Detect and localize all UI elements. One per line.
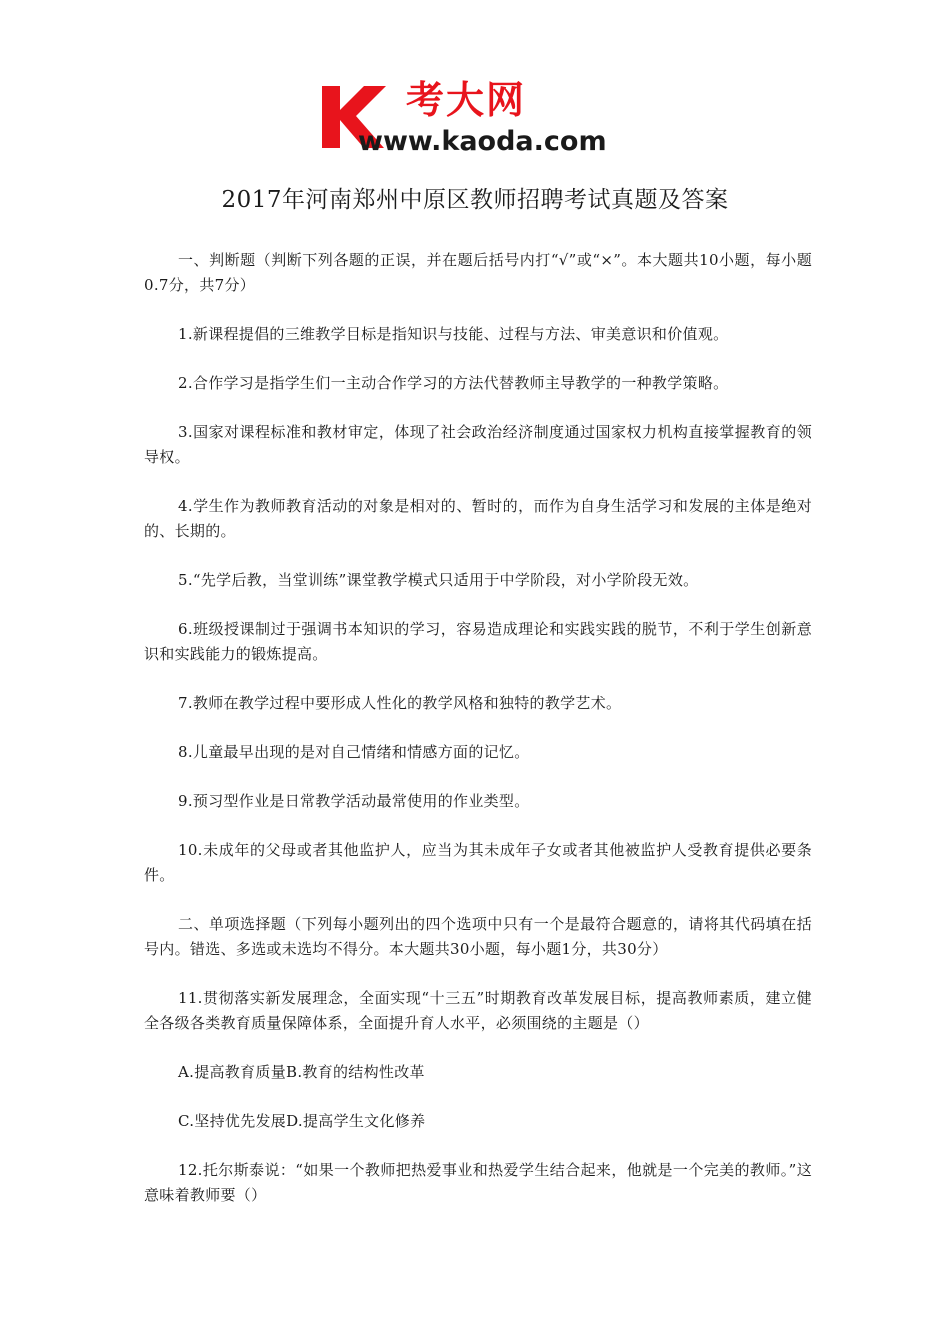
document-body <box>144 248 812 1232</box>
question-6: 6.班级授课制过于强调书本知识的学习，容易造成理论和实践实践的脱节，不利于学生创新意识和实践能力的锻炼提高。 <box>144 620 812 663</box>
question-5: 5.“先学后教，当堂训练”课堂教学模式只适用于中学阶段，对小学阶段无效。 <box>178 571 699 589</box>
question-3: 3.国家对课程标准和教材审定，体现了社会政治经济制度通过国家权力机构直接掌握教育的领导权。 <box>144 423 812 466</box>
logo-url: www.kaoda.com <box>358 126 607 157</box>
document-title: 2017年河南郑州中原区教师招聘考试真题及答案 <box>221 187 729 213</box>
question-2: 2.合作学习是指学生们一主动合作学习的方法代替教师主导教学的一种教学策略。 <box>178 374 729 392</box>
question-11-options-cd: C.坚持优先发展D.提高学生文化修养 <box>178 1112 426 1130</box>
question-11: 11.贯彻落实新发展理念，全面实现“十三五”时期教育改革发展目标，提高教师素质，建立健全各级各类教育质量保障体系，全面提升育人水平，必须围绕的主题是（） <box>144 989 812 1032</box>
question-8: 8.儿童最早出现的是对自己情绪和情感方面的记忆。 <box>178 743 530 761</box>
question-11-options-ab: A.提高教育质量B.教育的结构性改革 <box>178 1063 425 1081</box>
question-9: 9.预习型作业是日常教学活动最常使用的作业类型。 <box>178 792 530 810</box>
question-7: 7.教师在教学过程中要形成人性化的教学风格和独特的教学艺术。 <box>178 694 622 712</box>
question-1: 1.新课程提倡的三维教学目标是指知识与技能、过程与方法、审美意识和价值观。 <box>178 325 729 343</box>
question-4: 4.学生作为教师教育活动的对象是相对的、暂时的，而作为自身生活学习和发展的主体是绝对的、长期的。 <box>144 497 812 540</box>
section-heading-judgment: 一、判断题（判断下列各题的正误，并在题后括号内打“√”或“×”。本大题共10小题，每小题0.7分，共7分） <box>144 251 812 294</box>
question-12: 12.托尔斯泰说：“如果一个教师把热爱事业和热爱学生结合起来，他就是一个完美的教师。”这意味着教师要（） <box>144 1161 812 1204</box>
section-heading-single-choice: 二、单项选择题（下列每小题列出的四个选项中只有一个是最符合题意的，请将其代码填在括号内。错选、多选或未选均不得分。本大题共30小题，每小题1分，共30分） <box>144 915 812 958</box>
kaoda-logo <box>318 76 638 158</box>
question-10: 10.未成年的父母或者其他监护人，应当为其未成年子女或者其他被监护人受教育提供必要条件。 <box>144 841 812 884</box>
logo-brand-cn: 考大网 <box>406 78 527 122</box>
